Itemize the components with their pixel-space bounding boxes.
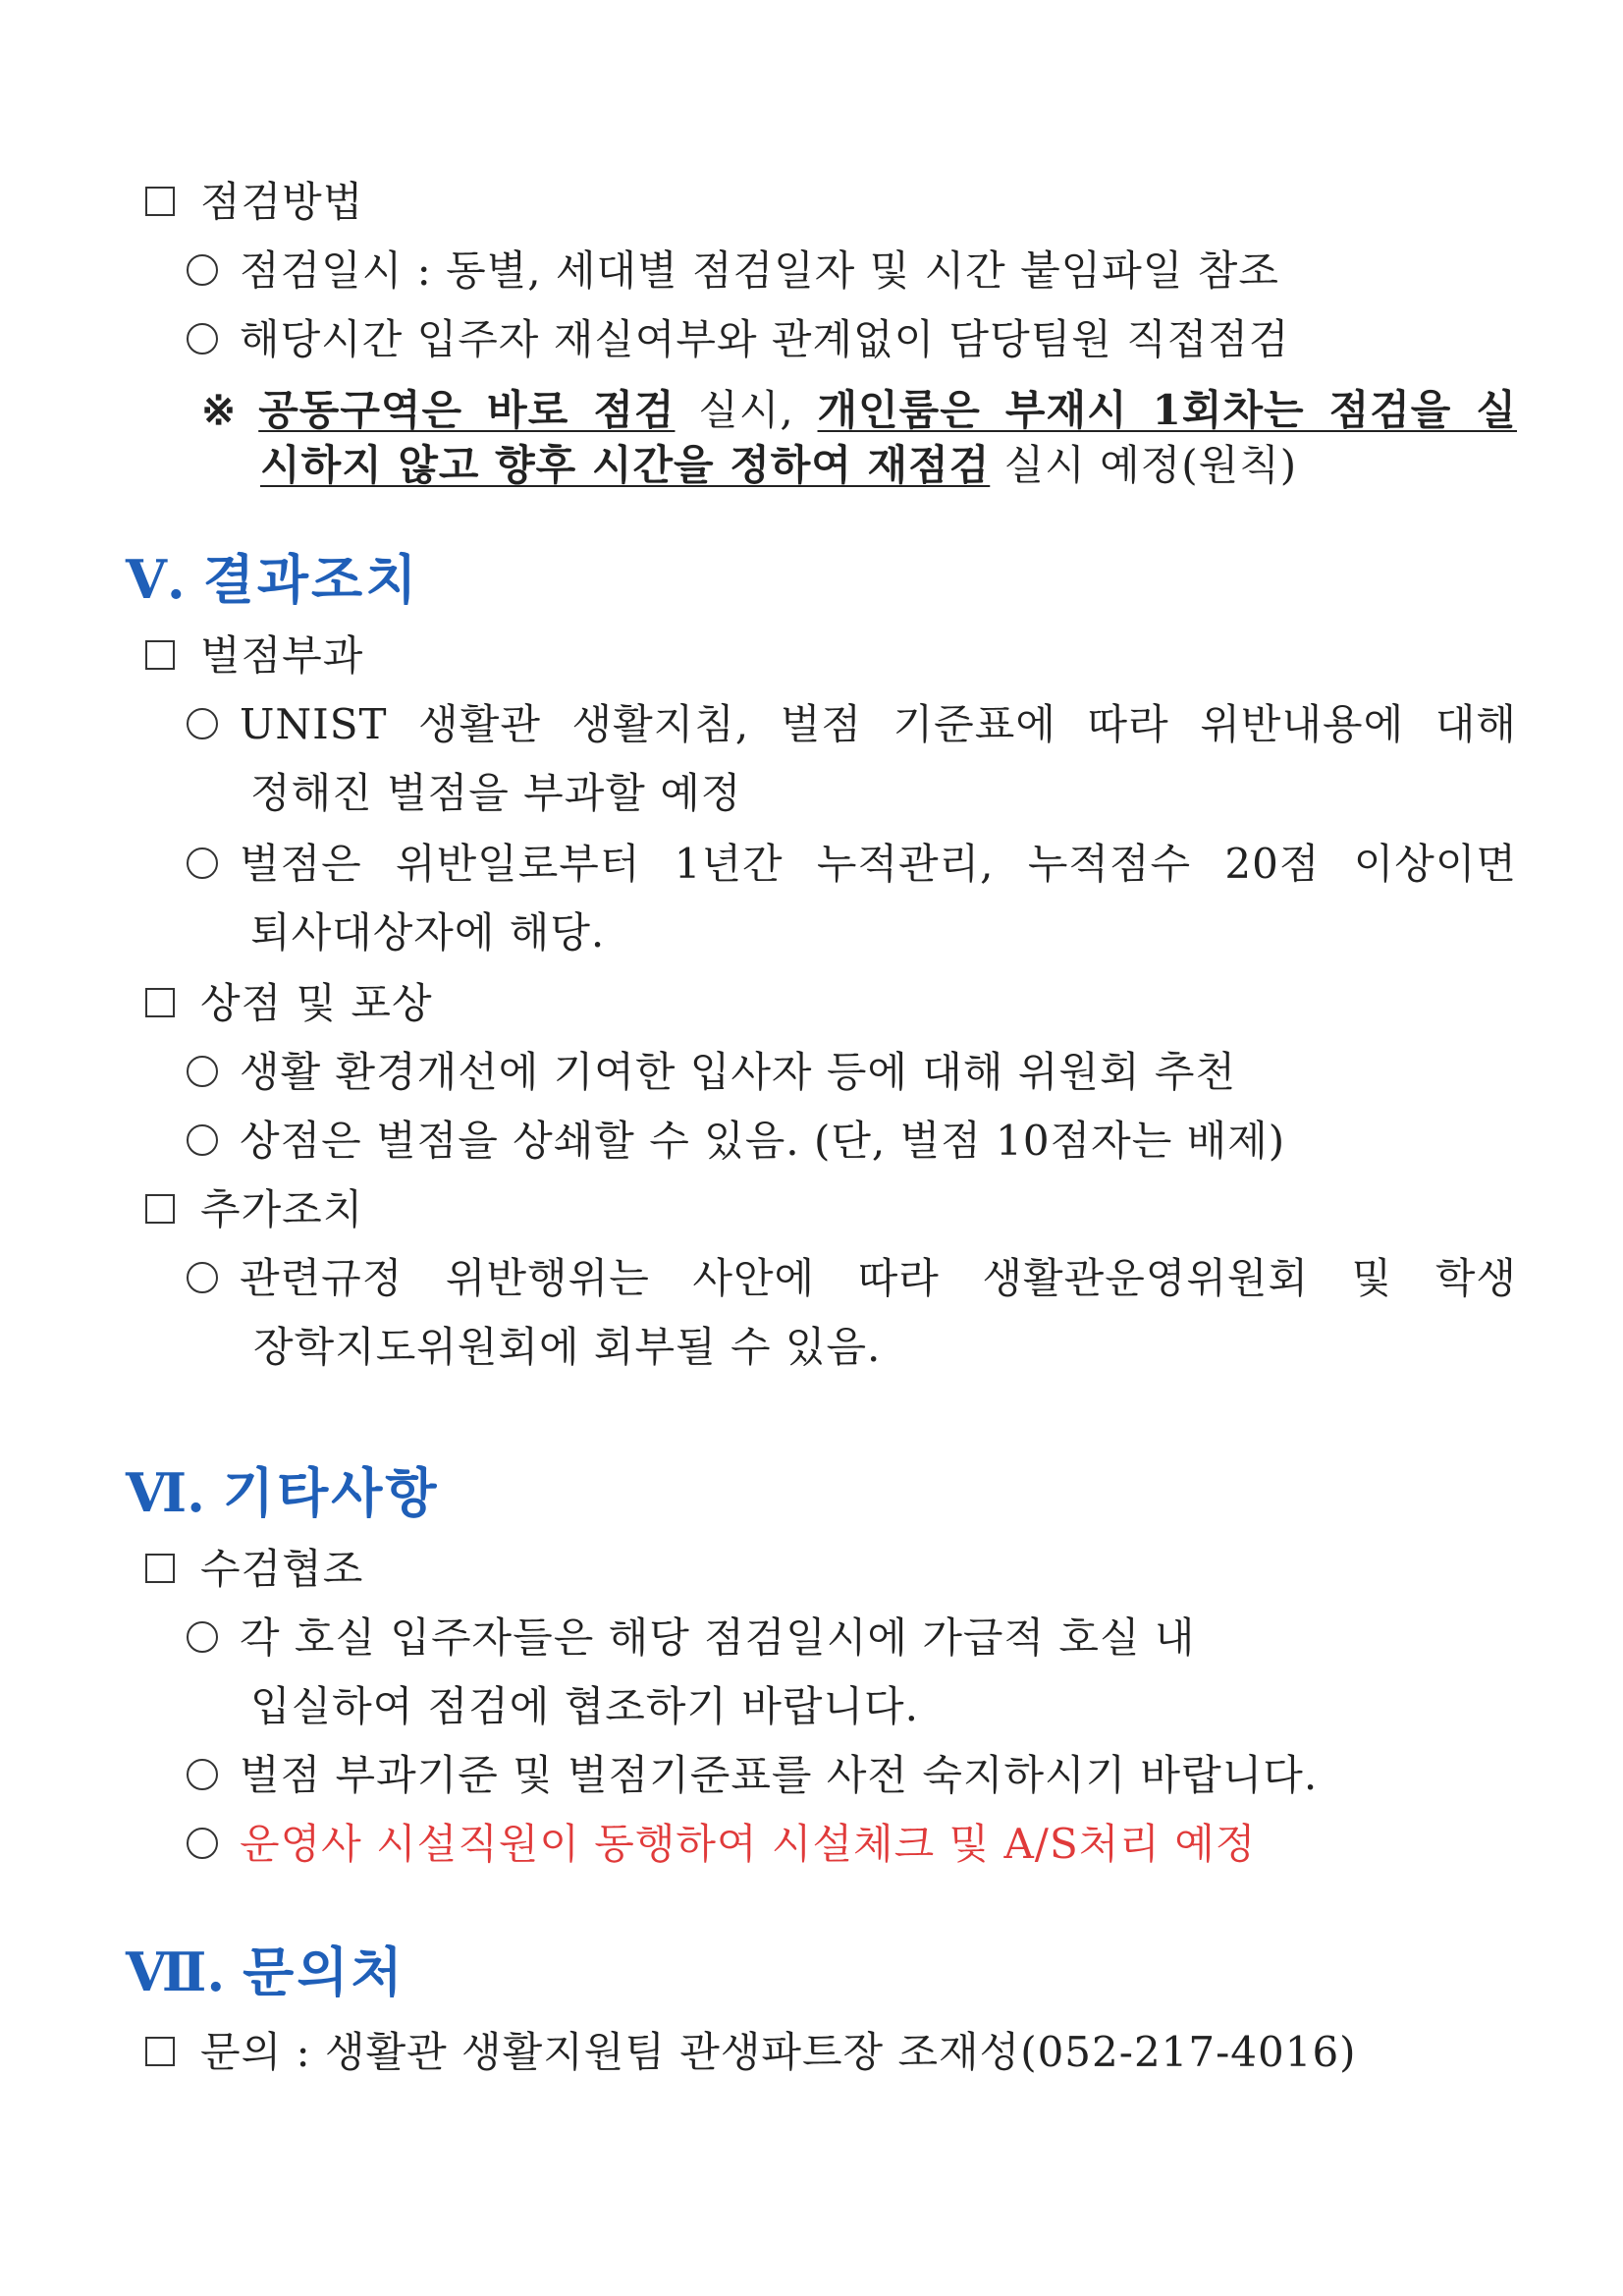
circle-bullet-icon: [187, 1262, 218, 1293]
rewards-item: 상점은 벌점을 상쇄할 수 있음. (단, 벌점 10점자는 배제): [187, 1114, 1285, 1169]
circle-bullet-icon: [187, 1124, 218, 1156]
circle-bullet-icon: [187, 708, 218, 739]
square-bullet-icon: [145, 2037, 175, 2066]
inspection-method-title: 점검방법: [145, 175, 363, 230]
circle-bullet-icon: [187, 847, 218, 879]
contact-line: 문의 : 생활관 생활지원팀 관생파트장 조재성(052-217-4016): [145, 2025, 1357, 2080]
note-private-room: 개인룸은 부재시 1회차는 점검을 실: [817, 386, 1517, 434]
additional-title: 추가조치: [145, 1182, 363, 1237]
penalty-item1-line2: 정해진 벌점을 부과할 예정: [250, 769, 742, 817]
inspection-method-item: 해당시간 입주자 재실여부와 관계없이 담당팀원 직접점검: [187, 312, 1289, 367]
cooperation-item1-line2: 입실하여 점검에 협조하기 바랍니다.: [250, 1682, 919, 1730]
square-bullet-icon: [145, 1554, 175, 1583]
circle-bullet-icon: [187, 1759, 218, 1790]
reference-mark-icon: ※: [201, 386, 238, 434]
section-heading-misc: Ⅵ. 기타사항: [126, 1461, 440, 1524]
inspection-note-line2: 시하지 않고 향후 시간을 정하여 재점검 실시 예정(원칙): [260, 441, 1298, 489]
penalty-item1-line1: UNIST 생활관 생활지침, 벌점 기준표에 따라 위반내용에 대해: [187, 697, 1517, 752]
cooperation-title: 수검협조: [145, 1542, 363, 1597]
note-reinspection: 시하지 않고 향후 시간을 정하여 재점검: [260, 441, 991, 489]
square-bullet-icon: [145, 988, 175, 1017]
cooperation-item1-line1: 각 호실 입주자들은 해당 점검일시에 가급적 호실 내: [187, 1611, 1195, 1666]
facility-check-notice: 운영사 시설직원이 동행하여 시설체크 및 A/S처리 예정: [240, 1820, 1257, 1868]
section-heading-contact: Ⅶ. 문의처: [126, 1941, 406, 2003]
square-bullet-icon: [145, 640, 175, 670]
note-common-area: 공동구역은 바로 점검: [258, 386, 676, 434]
additional-item1-line2: 장학지도위원회에 회부될 수 있음.: [253, 1323, 882, 1371]
penalty-item2-line1: 벌점은 위반일로부터 1년간 누적관리, 누적점수 20점 이상이면: [187, 837, 1517, 892]
circle-bullet-icon: [187, 323, 218, 355]
square-bullet-icon: [145, 187, 175, 216]
square-bullet-icon: [145, 1194, 175, 1224]
rewards-title: 상점 및 포상: [145, 976, 433, 1031]
circle-bullet-icon: [187, 254, 218, 286]
section-heading-results: Ⅴ. 결과조치: [126, 548, 420, 611]
circle-bullet-icon: [187, 1621, 218, 1653]
inspection-method-item: 점검일시 : 동별, 세대별 점검일자 및 시간 붙임파일 참조: [187, 244, 1279, 299]
cooperation-item2: 벌점 부과기준 및 벌점기준표를 사전 숙지하시기 바랍니다.: [187, 1748, 1318, 1803]
rewards-item: 생활 환경개선에 기여한 입사자 등에 대해 위원회 추천: [187, 1045, 1236, 1100]
circle-bullet-icon: [187, 1828, 218, 1859]
inspection-note-line1: ※ 공동구역은 바로 점검 실시, 개인룸은 부재시 1회차는 점검을 실: [201, 383, 1517, 438]
cooperation-item3: [187, 1817, 1256, 1872]
circle-bullet-icon: [187, 1056, 218, 1087]
penalty-title: 벌점부과: [145, 629, 363, 683]
penalty-item2-line2: 퇴사대상자에 해당.: [250, 908, 606, 957]
additional-item1-line1: 관련규정 위반행위는 사안에 따라 생활관운영위원회 및 학생: [187, 1251, 1517, 1306]
